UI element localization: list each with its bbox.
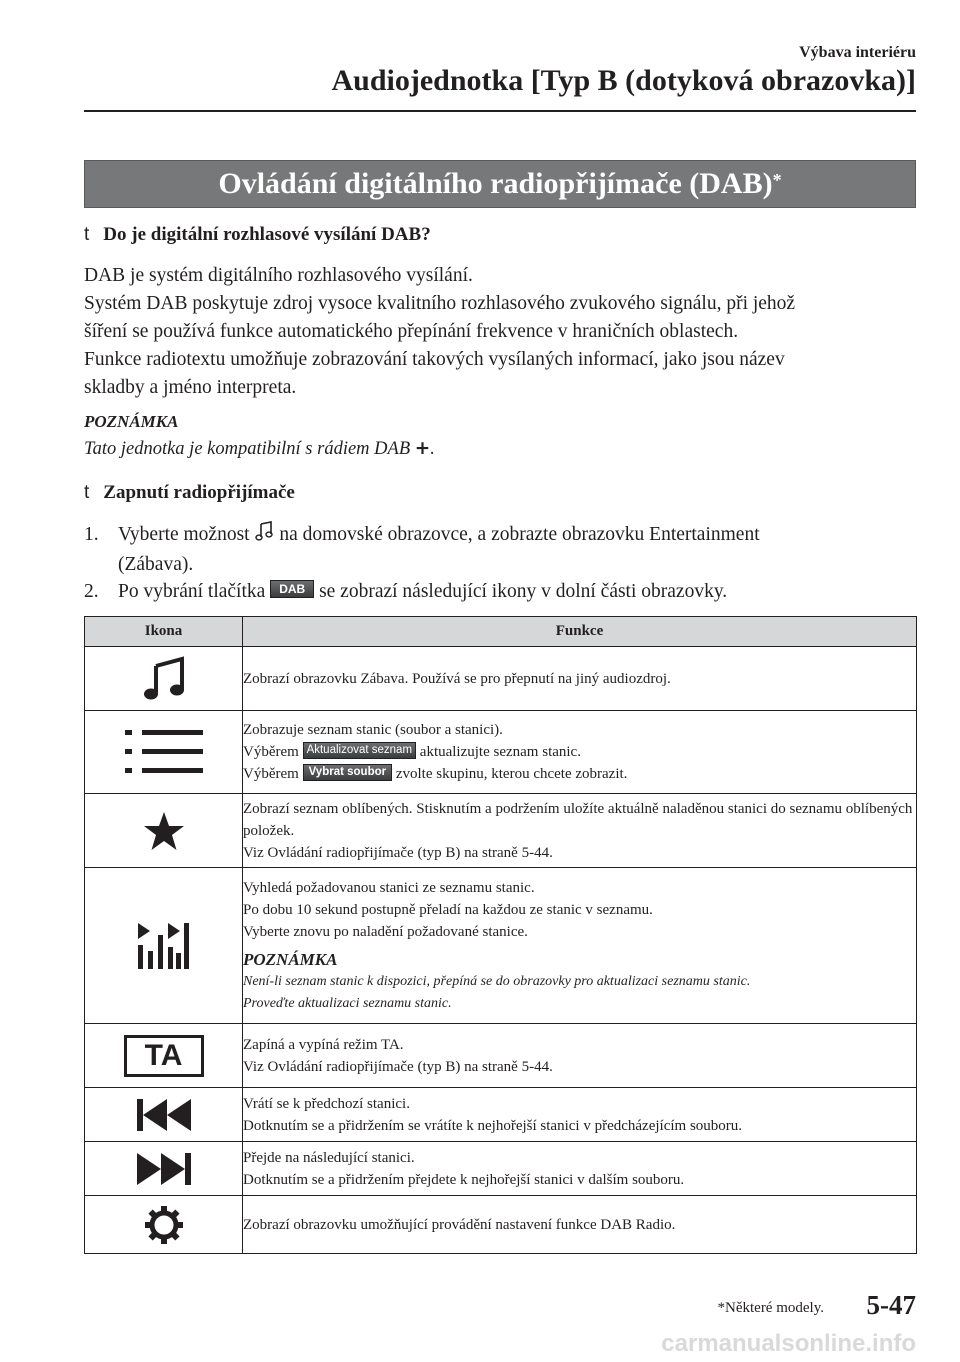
section-banner — [84, 160, 916, 208]
note-end: . — [430, 439, 435, 459]
step-text-cont: (Zábava). — [118, 554, 194, 575]
function-text: Vyberte znovu po naladění požadované stanice. — [243, 923, 528, 940]
function-text — [243, 763, 916, 785]
function-cell — [243, 1088, 917, 1142]
text-run: zvolte skupinu, kterou chcete zobrazit. — [395, 766, 628, 782]
icon-cell — [85, 868, 243, 1024]
dab-button: DAB — [270, 580, 314, 598]
function-text: Viz Ovládání radiopřijímače (typ B) na straně 5-44. — [243, 844, 553, 861]
function-text: Přejde na následující stanici. — [243, 1149, 415, 1166]
col-header-icon: Ikona — [85, 617, 243, 647]
footer-note: *Některé modely. — [717, 1300, 824, 1316]
select-ensemble-button: Vybrat soubor — [303, 764, 393, 781]
dab-plus-icon: + — [414, 438, 431, 459]
text-run: Výběrem — [243, 744, 299, 760]
step-2 — [84, 578, 727, 606]
list-icon — [125, 728, 203, 776]
function-text: Vyhledá požadovanou stanici ze seznamu stanic. — [243, 879, 535, 896]
step-text: Vyberte možnost — [118, 524, 250, 545]
table-row — [85, 711, 917, 794]
entertainment-icon — [254, 520, 274, 551]
table-row — [85, 1196, 917, 1254]
note-text: Proveďte aktualizaci seznamu stanic. — [243, 995, 452, 1011]
banner-title: Ovládání digitálního radiopřijímače (DAB) — [218, 167, 773, 200]
function-cell — [243, 794, 917, 868]
step-text: na domovské obrazovce, a zobrazte obrazovku Entertainment — [279, 524, 760, 545]
section-label: Výbava interiéru — [799, 44, 916, 61]
icons-table — [84, 616, 917, 1254]
function-cell — [243, 868, 917, 1024]
step-text: se zobrazí následující ikony v dolní části obrazovky. — [319, 581, 728, 602]
note-label: POZNÁMKA — [84, 412, 179, 431]
icon-cell — [85, 1196, 243, 1254]
heading-text: Do je digitální rozhlasové vysílání DAB? — [103, 224, 431, 245]
text-run: Výběrem — [243, 766, 299, 782]
paragraph-line: skladby a jméno interpreta. — [84, 377, 297, 398]
ta-icon-label: TA — [144, 1038, 183, 1072]
function-cell — [243, 1196, 917, 1254]
icon-cell — [85, 794, 243, 868]
function-cell — [243, 1024, 917, 1088]
text-run: aktualizujte seznam stanic. — [419, 744, 581, 760]
function-text: Dotknutím se a přidržením přejdete k nejhořejší stanici v dalším souboru. — [243, 1171, 685, 1188]
table-row — [85, 868, 917, 1024]
step-1 — [84, 520, 760, 579]
page-number: 5-47 — [866, 1290, 916, 1320]
watermark: carmanualsonline.info — [661, 1330, 916, 1357]
scan-icon — [135, 921, 193, 971]
function-text: Vrátí se k předchozí stanici. — [243, 1095, 410, 1112]
note-text — [84, 438, 435, 460]
star-icon — [143, 811, 185, 851]
function-text: Viz Ovládání radiopřijímače (typ B) na straně 5-44. — [243, 1058, 553, 1075]
paragraph-line: Systém DAB poskytuje zdroj vysoce kvalitního rozhlasového zvukového signálu, při jehož — [84, 293, 796, 314]
function-text: Zobrazuje seznam stanic (soubor a stanici). — [243, 722, 503, 738]
function-text: Po dobu 10 sekund postupně přeladí na každou ze stanic v seznamu. — [243, 901, 653, 918]
table-row — [85, 1142, 917, 1196]
note-body: Tato jednotka je kompatibilní s rádiem DAB — [84, 439, 411, 459]
step-number: 2. — [84, 581, 99, 602]
heading-what-is-dab — [84, 224, 431, 246]
music-note-icon — [142, 656, 186, 702]
function-text: Zapíná a vypíná režim TA. — [243, 1036, 404, 1053]
paragraph-line: šíření se používá funkce automatického přepínání frekvence v hraničních oblastech. — [84, 321, 739, 342]
table-row — [85, 1088, 917, 1142]
table-row — [85, 1024, 917, 1088]
heading-turn-on-radio — [84, 482, 295, 504]
function-cell — [243, 647, 917, 711]
step-text: Po vybrání tlačítka — [118, 581, 266, 602]
next-icon — [137, 1151, 191, 1187]
step-number: 1. — [84, 524, 99, 545]
function-cell — [243, 711, 917, 794]
icon-cell — [85, 1142, 243, 1196]
function-text: Zobrazí obrazovku umožňující provádění nastavení funkce DAB Radio. — [243, 1216, 676, 1233]
page-title: Audiojednotka [Typ B (dotyková obrazovka)] — [331, 64, 916, 97]
col-header-function: Funkce — [243, 617, 917, 647]
note-text: Není-li seznam stanic k dispozici, přepíná se do obrazovky pro aktualizaci seznamu stanic. — [243, 973, 751, 989]
icon-cell — [85, 1088, 243, 1142]
bullet-glyph: t — [84, 224, 90, 245]
paragraph-line: DAB je systém digitálního rozhlasového vysílání. — [84, 265, 473, 286]
bullet-glyph: t — [84, 482, 90, 503]
function-text: Dotknutím se a přidržením se vrátíte k nejhořejší stanici v předcházejícím souboru. — [243, 1117, 743, 1134]
table-row — [85, 647, 917, 711]
icon-cell — [85, 711, 243, 794]
ta-icon — [124, 1035, 204, 1077]
note-label: POZNÁMKA — [243, 949, 338, 969]
previous-icon — [137, 1097, 191, 1133]
paragraph-line: Funkce radiotextu umožňuje zobrazování takových vysílaných informací, jako jsou název — [84, 349, 785, 370]
heading-text: Zapnutí radiopřijímače — [103, 482, 295, 503]
update-list-button: Aktualizovat seznam — [303, 742, 416, 759]
table-row — [85, 794, 917, 868]
dab-description — [84, 262, 795, 402]
function-cell — [243, 1142, 917, 1196]
icon-cell — [85, 1024, 243, 1088]
banner-asterisk: * — [772, 169, 782, 190]
icon-cell — [85, 647, 243, 711]
table-header-row — [85, 617, 917, 647]
header-divider — [84, 110, 916, 112]
gear-icon — [144, 1205, 184, 1245]
function-text: Zobrazí obrazovku Zábava. Používá se pro přepnutí na jiný audiozdroj. — [243, 670, 671, 687]
function-text: Zobrazí seznam oblíbených. Stisknutím a podržením uložíte aktuálně naladěnou stanici do seznamu oblíbených položek. — [243, 800, 913, 839]
function-text — [243, 741, 916, 763]
